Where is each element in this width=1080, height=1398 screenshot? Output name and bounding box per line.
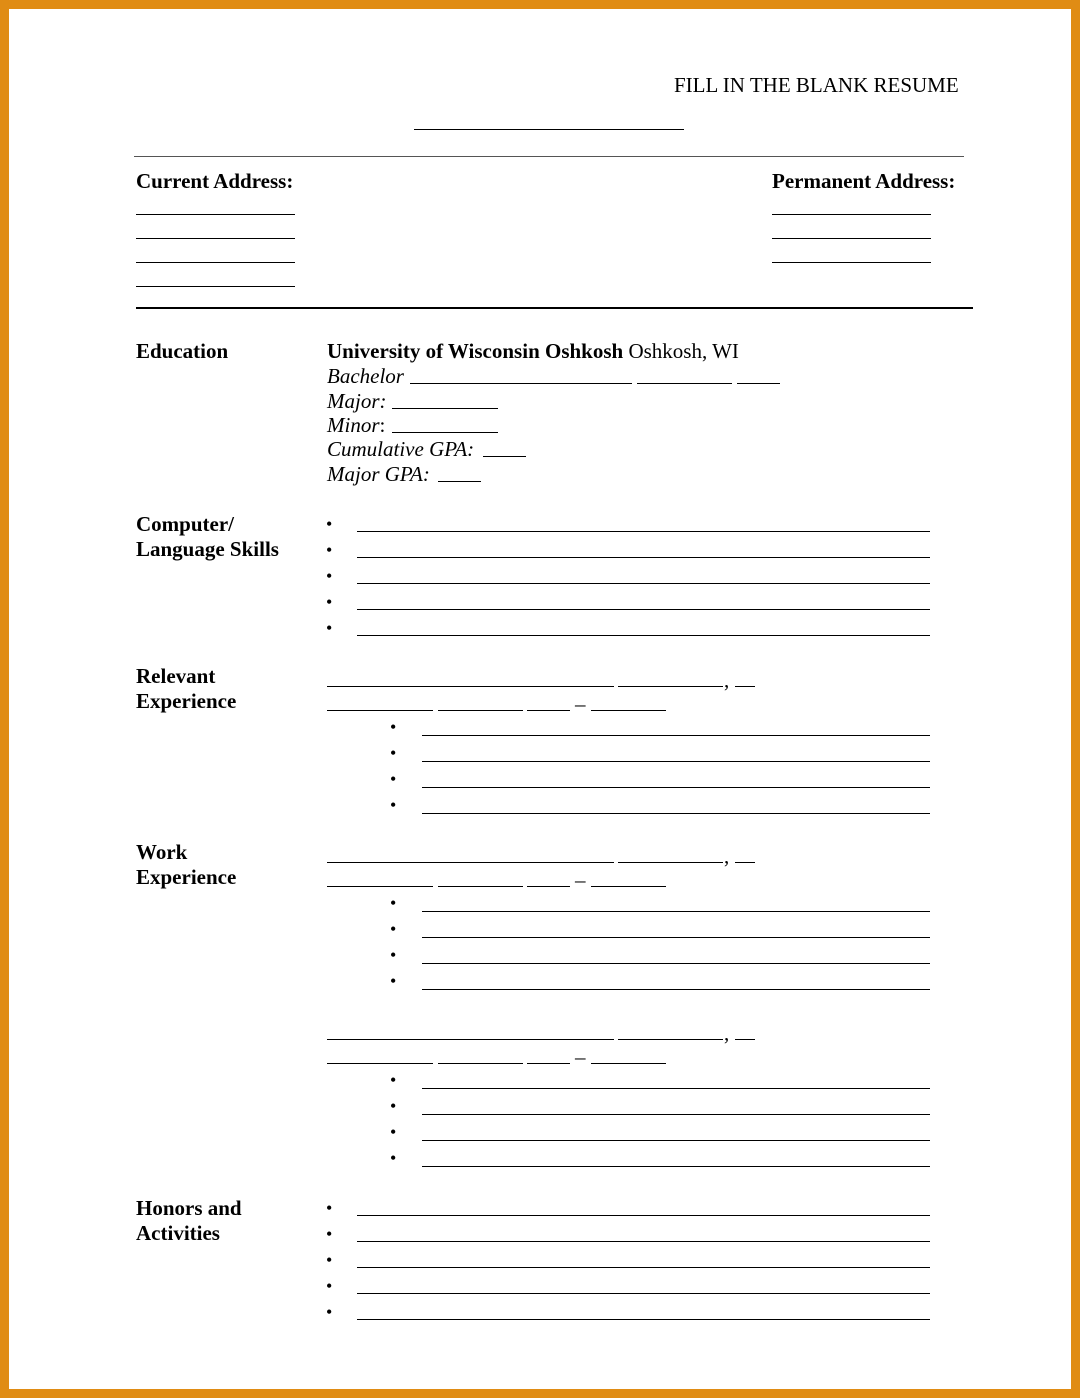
cumulative-gpa-label: Cumulative GPA:	[327, 437, 475, 461]
major-blank	[392, 408, 498, 409]
current-address-line	[136, 262, 295, 263]
minor-label: Minor	[327, 413, 380, 437]
duty-blank-line	[422, 813, 930, 814]
bullet-icon: •	[326, 592, 333, 612]
school-location: Oshkosh, WI	[628, 339, 739, 363]
duty-blank-line	[422, 911, 930, 912]
bullet-icon: •	[326, 1302, 333, 1322]
bullet-icon: •	[390, 769, 397, 789]
bullet-icon: •	[390, 1122, 397, 1142]
bullet-icon: •	[326, 618, 333, 638]
bullet-icon: •	[326, 1276, 333, 1296]
degree-blank	[410, 383, 632, 384]
duty-blank-line	[422, 1140, 930, 1141]
degree-blank	[737, 383, 780, 384]
permanent-address-line	[772, 262, 931, 263]
start-date-blank	[438, 886, 523, 887]
start-year-blank	[527, 886, 570, 887]
employer-blank	[327, 862, 614, 863]
current-address-label: Current Address:	[136, 169, 294, 193]
header-divider	[134, 156, 964, 157]
honor-blank-line	[357, 1319, 930, 1320]
section-label-computer-skills: Computer/ Language Skills	[136, 512, 279, 561]
start-date-blank	[438, 1063, 523, 1064]
dash-text: –	[575, 868, 586, 892]
duty-blank-line	[422, 787, 930, 788]
duty-blank-line	[422, 963, 930, 964]
minor-colon: :	[379, 413, 386, 437]
skill-blank-line	[357, 635, 930, 636]
bullet-icon: •	[326, 1224, 333, 1244]
skill-blank-line	[357, 609, 930, 610]
city-blank	[618, 862, 723, 863]
position-blank	[327, 710, 433, 711]
duty-blank-line	[422, 1114, 930, 1115]
start-year-blank	[527, 710, 570, 711]
major-gpa-blank	[438, 481, 481, 482]
permanent-address-label: Permanent Address:	[772, 169, 956, 193]
bullet-icon: •	[390, 971, 397, 991]
duty-blank-line	[422, 989, 930, 990]
bullet-icon: •	[390, 717, 397, 737]
end-date-blank	[591, 1063, 666, 1064]
minor-blank	[392, 432, 498, 433]
major-gpa-label: Major GPA:	[327, 462, 430, 486]
cumulative-gpa-blank	[483, 456, 526, 457]
skill-blank-line	[357, 557, 930, 558]
comma-text: ,	[724, 1021, 730, 1045]
bullet-icon: •	[326, 1198, 333, 1218]
city-blank	[618, 1039, 723, 1040]
honor-blank-line	[357, 1241, 930, 1242]
dash-text: –	[575, 692, 586, 716]
bullet-icon: •	[390, 919, 397, 939]
start-year-blank	[527, 1063, 570, 1064]
duty-blank-line	[422, 937, 930, 938]
employer-blank	[327, 686, 614, 687]
bullet-icon: •	[326, 514, 333, 534]
section-label-relevant-experience: Relevant Experience	[136, 664, 237, 713]
degree-label: Bachelor	[327, 364, 404, 388]
name-blank-line	[414, 129, 684, 130]
end-date-blank	[591, 886, 666, 887]
skill-blank-line	[357, 531, 930, 532]
bullet-icon: •	[390, 1070, 397, 1090]
document-title: FILL IN THE BLANK RESUME	[674, 73, 959, 97]
bullet-icon: •	[390, 743, 397, 763]
comma-text: ,	[724, 844, 730, 868]
duty-blank-line	[422, 1088, 930, 1089]
duty-blank-line	[422, 761, 930, 762]
state-blank	[735, 686, 755, 687]
current-address-line	[136, 286, 295, 287]
honor-blank-line	[357, 1215, 930, 1216]
start-date-blank	[438, 710, 523, 711]
section-label-honors: Honors and Activities	[136, 1196, 242, 1245]
bullet-icon: •	[390, 795, 397, 815]
dash-text: –	[575, 1045, 586, 1069]
comma-text: ,	[724, 668, 730, 692]
end-date-blank	[591, 710, 666, 711]
bullet-icon: •	[326, 540, 333, 560]
employer-blank	[327, 1039, 614, 1040]
skill-blank-line	[357, 583, 930, 584]
duty-blank-line	[422, 1166, 930, 1167]
degree-blank	[637, 383, 732, 384]
bullet-icon: •	[390, 945, 397, 965]
state-blank	[735, 1039, 755, 1040]
permanent-address-line	[772, 214, 931, 215]
position-blank	[327, 886, 433, 887]
bullet-icon: •	[390, 1148, 397, 1168]
section-label-education: Education	[136, 339, 229, 363]
section-label-work-experience: Work Experience	[136, 840, 237, 889]
honor-blank-line	[357, 1267, 930, 1268]
duty-blank-line	[422, 735, 930, 736]
permanent-address-line	[772, 238, 931, 239]
bullet-icon: •	[326, 566, 333, 586]
position-blank	[327, 1063, 433, 1064]
bullet-icon: •	[326, 1250, 333, 1270]
current-address-line	[136, 214, 295, 215]
current-address-line	[136, 238, 295, 239]
state-blank	[735, 862, 755, 863]
major-label: Major:	[327, 389, 387, 413]
bullet-icon: •	[390, 1096, 397, 1116]
honor-blank-line	[357, 1293, 930, 1294]
education-school-line	[327, 339, 739, 363]
school-name: University of Wisconsin Oshkosh	[327, 339, 624, 363]
minor-label-line	[327, 413, 385, 437]
bullet-icon: •	[390, 893, 397, 913]
address-divider	[136, 307, 973, 309]
city-blank	[618, 686, 723, 687]
